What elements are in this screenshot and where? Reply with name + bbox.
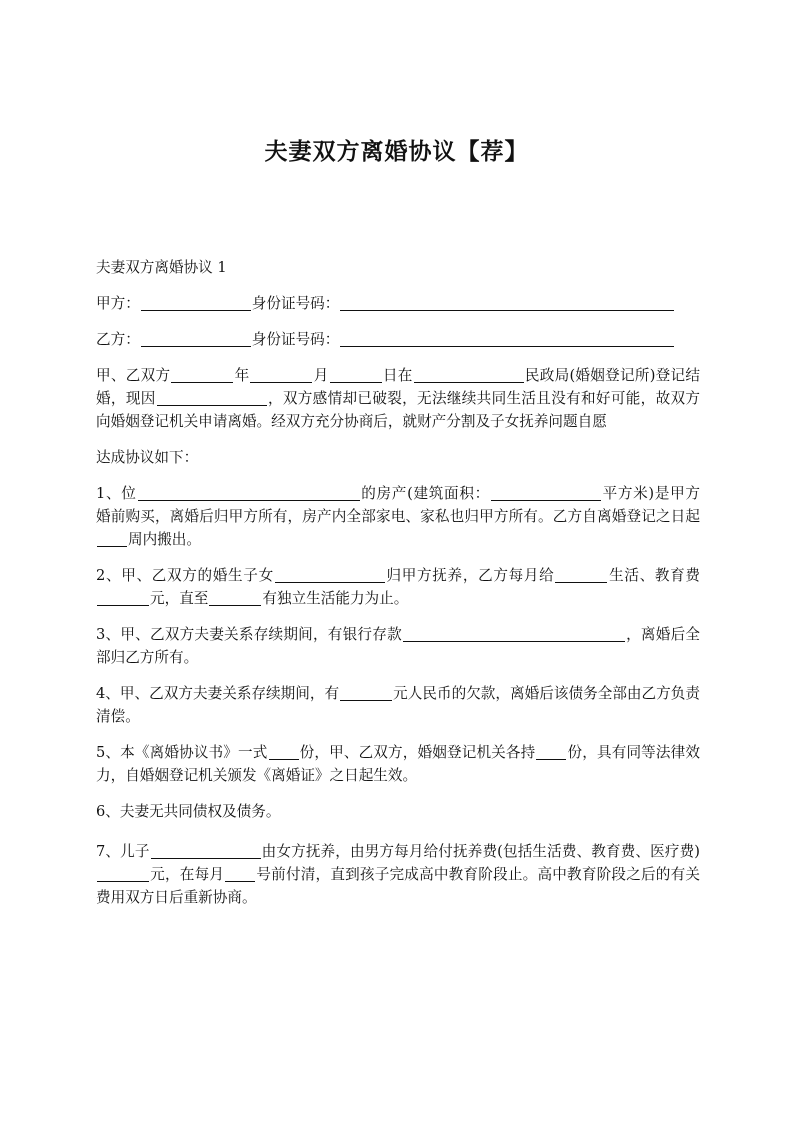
paragraph-text: 民政局(婚姻登记所)登记结婚，现因 bbox=[96, 367, 700, 407]
party-b-line bbox=[96, 328, 700, 351]
paragraph-text: 年 bbox=[234, 367, 250, 384]
paragraph-text: 平方米)是甲方婚前购买，离婚后归甲方所有，房产内全部家电、家私也归甲方所有。乙方自离婚登记之日起 bbox=[96, 485, 700, 525]
paragraph-text: 周内搬出。 bbox=[128, 531, 201, 548]
paragraph-text: 乙方： bbox=[96, 331, 140, 348]
paragraph-text: 份，甲、乙双方，婚姻登记机关各持 bbox=[299, 744, 536, 761]
fill-in-blank[interactable] bbox=[414, 365, 524, 383]
fill-in-blank[interactable] bbox=[97, 529, 127, 547]
paragraph-text: 2、甲、乙双方的婚生子女 bbox=[96, 567, 274, 584]
paragraph-text: 号前付清，直到孩子完成高中教育阶段止。高中教育阶段之后的有关费用双方日后重新协商。 bbox=[96, 866, 700, 906]
paragraph-text: 甲、乙双方 bbox=[96, 367, 171, 384]
fill-in-blank[interactable] bbox=[209, 588, 261, 606]
paragraph-text: 元，直至 bbox=[150, 590, 209, 607]
paragraph-text: 达成协议如下： bbox=[96, 449, 199, 466]
paragraph-text: 元人民币的欠款，离婚后该债务全部由乙方负责清偿。 bbox=[96, 685, 700, 725]
paragraph-text: 7、儿子 bbox=[96, 843, 150, 860]
fill-in-blank[interactable] bbox=[340, 683, 392, 701]
fill-in-blank[interactable] bbox=[141, 329, 251, 347]
clause-5-copies bbox=[96, 741, 700, 787]
paragraph-text: 由女方抚养，由男方每月给付抚养费(包括生活费、教育费、医疗费) bbox=[261, 843, 700, 860]
paragraph-text: 份，具有同等法律效力，自婚姻登记机关颁发《离婚证》之日起生效。 bbox=[96, 744, 700, 784]
paragraph-text: 归甲方抚养，乙方每月给 bbox=[385, 567, 555, 584]
fill-in-blank[interactable] bbox=[491, 483, 601, 501]
fill-in-blank[interactable] bbox=[151, 841, 261, 859]
document-body bbox=[96, 256, 700, 922]
document-subtitle: 夫妻双方离婚协议 1 bbox=[96, 259, 227, 276]
paragraph-text: 的房产(建筑面积： bbox=[360, 485, 490, 502]
clause-7-son bbox=[96, 840, 700, 909]
paragraph-text: 月 bbox=[313, 367, 329, 384]
fill-in-blank[interactable] bbox=[250, 365, 312, 383]
paragraph-text: 日在 bbox=[382, 367, 413, 384]
fill-in-blank[interactable] bbox=[340, 329, 674, 347]
party-a-line bbox=[96, 292, 700, 315]
clause-3-savings bbox=[96, 623, 700, 669]
agreement-paragraphs bbox=[96, 292, 700, 909]
paragraph-text: 4、甲、乙双方夫妻关系存续期间，有 bbox=[96, 685, 340, 702]
fill-in-blank[interactable] bbox=[157, 388, 267, 406]
fill-in-blank[interactable] bbox=[97, 864, 149, 882]
clause-4-debt bbox=[96, 682, 700, 728]
fill-in-blank[interactable] bbox=[403, 624, 625, 642]
fill-in-blank[interactable] bbox=[536, 742, 566, 760]
fill-in-blank[interactable] bbox=[225, 864, 255, 882]
fill-in-blank[interactable] bbox=[340, 293, 674, 311]
fill-in-blank[interactable] bbox=[171, 365, 233, 383]
paragraph-text: 生活、教育费 bbox=[608, 567, 700, 584]
paragraph-text: 1、位 bbox=[96, 485, 137, 502]
clause-2-child bbox=[96, 564, 700, 610]
fill-in-blank[interactable] bbox=[275, 565, 385, 583]
fill-in-blank[interactable] bbox=[97, 588, 149, 606]
fill-in-blank[interactable] bbox=[555, 565, 607, 583]
paragraph-text: 有独立生活能力为止。 bbox=[262, 590, 409, 607]
document-title: 夫妻双方离婚协议【荐】 bbox=[264, 138, 529, 165]
paragraph-text: 元，在每月 bbox=[150, 866, 225, 883]
paragraph-text: 3、甲、乙双方夫妻关系存续期间，有银行存款 bbox=[96, 626, 402, 643]
clause-6-no-claims bbox=[96, 800, 700, 823]
paragraph-text: ，双方感情却已破裂，无法继续共同生活且没有和好可能，故双方向婚姻登记机关申请离婚。经双方充分协商后，就财产分割及子女抚养问题自愿 bbox=[96, 390, 700, 430]
paragraph-text: 5、本《离婚协议书》一式 bbox=[96, 744, 268, 761]
paragraph-text: 6、夫妻无共同债权及债务。 bbox=[96, 803, 281, 820]
paragraph-text: 身份证号码： bbox=[251, 331, 340, 348]
clause-1-house bbox=[96, 482, 700, 551]
fill-in-blank[interactable] bbox=[138, 483, 360, 501]
fill-in-blank[interactable] bbox=[330, 365, 382, 383]
marriage-registration-paragraph bbox=[96, 364, 700, 433]
paragraph-text: 身份证号码： bbox=[251, 295, 340, 312]
fill-in-blank[interactable] bbox=[269, 742, 299, 760]
agreement-intro bbox=[96, 446, 700, 469]
paragraph-text: 甲方： bbox=[96, 295, 140, 312]
fill-in-blank[interactable] bbox=[141, 293, 251, 311]
paragraph-text: ，离婚后全部归乙方所有。 bbox=[96, 626, 700, 666]
